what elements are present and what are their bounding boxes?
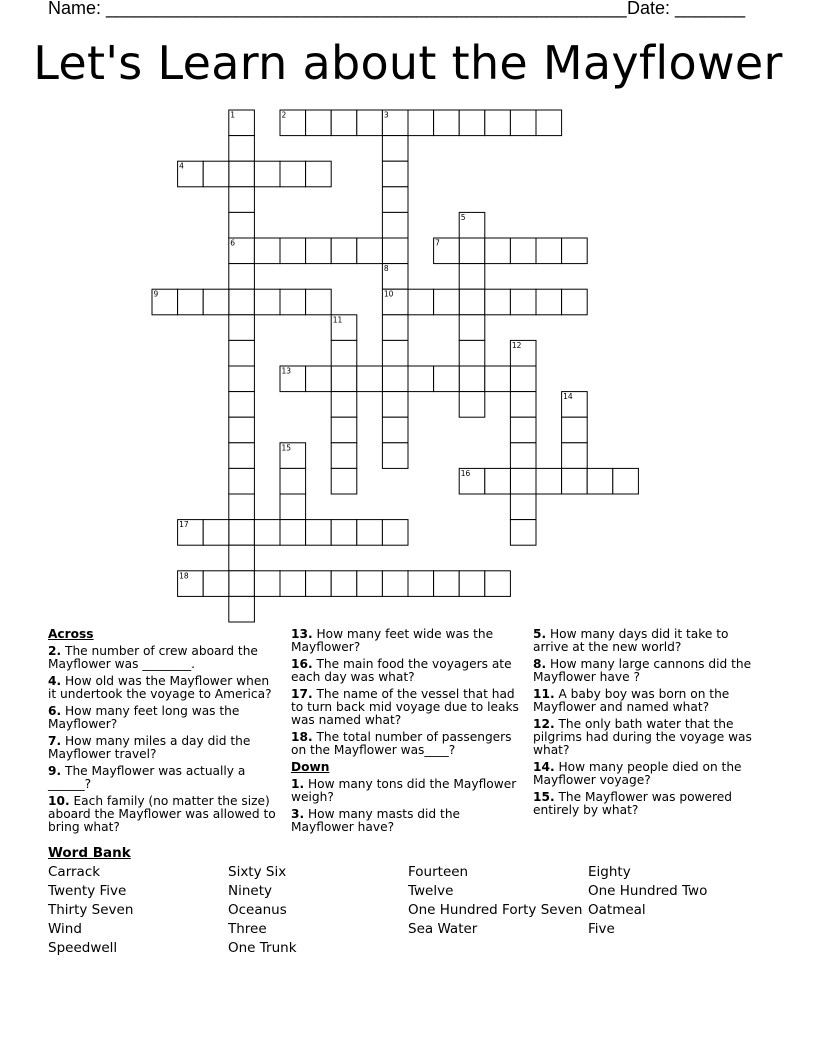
crossword-cell[interactable] <box>229 161 255 187</box>
crossword-cell[interactable] <box>382 238 408 264</box>
clue-across-10: 10. Each family (no matter the size) aboard the Mayflower was allowed to bring what? <box>48 794 276 834</box>
crossword-cell-number: 16 <box>460 468 471 478</box>
crossword-cell[interactable] <box>178 161 204 187</box>
crossword-cell[interactable] <box>382 571 408 597</box>
clue-across-2: 2. The number of crew aboard the Mayflower was ________. <box>48 644 258 671</box>
crossword-cell[interactable] <box>459 366 485 392</box>
word-bank-item: Carrack <box>48 864 101 880</box>
word-bank-column-3 <box>408 863 582 939</box>
crossword-cell[interactable] <box>510 417 536 443</box>
crossword-cell[interactable] <box>485 468 511 494</box>
crossword-cell[interactable] <box>382 315 408 341</box>
crossword-cell-number: 6 <box>230 238 236 248</box>
crossword-cell[interactable] <box>382 187 408 213</box>
crossword-cell[interactable] <box>331 468 357 494</box>
crossword-cell-number: 11 <box>332 315 343 325</box>
crossword-cell[interactable] <box>485 571 511 597</box>
crossword-cell[interactable] <box>229 596 255 622</box>
crossword-cell[interactable] <box>229 340 255 366</box>
crossword-cell[interactable] <box>306 238 332 264</box>
crossword-cell[interactable] <box>382 443 408 469</box>
crossword-cell[interactable] <box>280 238 306 264</box>
crossword-cell[interactable] <box>229 443 255 469</box>
crossword-cell[interactable] <box>459 315 485 341</box>
clue-down-12: 12. The only bath water that the pilgrims had during the voyage was what? <box>533 717 752 757</box>
crossword-cell[interactable] <box>229 264 255 290</box>
crossword-cell[interactable] <box>536 289 562 315</box>
crossword-cell[interactable] <box>510 494 536 520</box>
clue-across-7: 7. How many miles a day did the Mayflower travel? <box>48 734 251 761</box>
crossword-cell[interactable] <box>178 571 204 597</box>
crossword-cell[interactable] <box>229 289 255 315</box>
crossword-cell[interactable] <box>331 366 357 392</box>
crossword-cell[interactable] <box>280 110 306 136</box>
crossword-cell[interactable] <box>562 417 588 443</box>
crossword-cell[interactable] <box>459 571 485 597</box>
crossword-cell[interactable] <box>203 289 229 315</box>
crossword-cell[interactable] <box>382 392 408 418</box>
crossword-cell[interactable] <box>229 392 255 418</box>
crossword-cell[interactable] <box>408 366 434 392</box>
crossword-cell[interactable] <box>459 392 485 418</box>
crossword-cell[interactable] <box>459 110 485 136</box>
crossword-cell-number: 12 <box>511 340 522 350</box>
crossword-cell[interactable] <box>408 110 434 136</box>
crossword-cell[interactable] <box>229 212 255 238</box>
crossword-cell[interactable] <box>562 443 588 469</box>
word-bank-item: Sixty Six <box>228 864 287 880</box>
crossword-cell[interactable] <box>510 520 536 546</box>
clue-across-6: 6. How many feet long was the Mayflower? <box>48 704 240 731</box>
crossword-cell[interactable] <box>331 520 357 546</box>
crossword-cell[interactable] <box>382 136 408 162</box>
crossword-cell[interactable] <box>613 468 639 494</box>
word-bank-item: Thirty Seven <box>48 902 134 918</box>
crossword-cell[interactable] <box>382 110 408 136</box>
crossword-cell[interactable] <box>306 366 332 392</box>
word-bank-item: Oceanus <box>228 902 287 918</box>
crossword-cell[interactable] <box>382 366 408 392</box>
crossword-cell[interactable] <box>459 289 485 315</box>
word-bank-item: One Hundred Two <box>588 883 708 899</box>
word-bank-item: Three <box>228 921 267 937</box>
crossword-cell-number: 1 <box>230 110 236 120</box>
crossword-cell-number: 17 <box>179 520 189 530</box>
crossword-cell[interactable] <box>331 340 357 366</box>
crossword-cell-number: 8 <box>383 264 389 274</box>
clue-across-13: 13. How many feet wide was the Mayflower? <box>291 627 494 654</box>
name-field-label: Name: ____________________________________________________ <box>48 0 627 18</box>
crossword-cell[interactable] <box>485 110 511 136</box>
crossword-cell[interactable] <box>229 187 255 213</box>
word-bank-column-4 <box>588 863 707 939</box>
crossword-cell[interactable] <box>280 366 306 392</box>
crossword-cell[interactable] <box>408 289 434 315</box>
crossword-cell[interactable] <box>459 340 485 366</box>
crossword-cell[interactable] <box>485 366 511 392</box>
crossword-cell[interactable] <box>229 494 255 520</box>
crossword-cell[interactable] <box>229 468 255 494</box>
crossword-cell-number: 9 <box>153 289 159 299</box>
crossword-cell[interactable] <box>562 468 588 494</box>
crossword-cell[interactable] <box>562 392 588 418</box>
crossword-cell[interactable] <box>382 161 408 187</box>
clues-column-3 <box>533 628 765 821</box>
crossword-cell[interactable] <box>306 571 332 597</box>
crossword-cell[interactable] <box>229 520 255 546</box>
crossword-cell-number: 15 <box>281 443 292 453</box>
crossword-cell[interactable] <box>178 520 204 546</box>
crossword-cell[interactable] <box>331 443 357 469</box>
crossword-cell[interactable] <box>510 110 536 136</box>
word-bank-item: Five <box>588 921 615 937</box>
crossword-cell[interactable] <box>382 212 408 238</box>
crossword-cell[interactable] <box>203 520 229 546</box>
crossword-cell-number: 4 <box>179 161 184 171</box>
crossword-cell[interactable] <box>382 264 408 290</box>
crossword-cell[interactable] <box>229 238 255 264</box>
clues-column-2 <box>291 628 523 838</box>
word-bank-item: Twelve <box>408 883 454 899</box>
word-bank-item: Ninety <box>228 883 272 899</box>
crossword-cell[interactable] <box>229 571 255 597</box>
crossword-cell[interactable] <box>331 110 357 136</box>
clues-column-1 <box>48 628 276 838</box>
crossword-cell[interactable] <box>459 212 485 238</box>
date-field-label: Date: _______ <box>627 0 746 18</box>
clue-across-16: 16. The main food the voyagers ate each day was what? <box>291 657 512 684</box>
clue-down-5: 5. How many days did it take to arrive at the new world? <box>533 627 729 654</box>
clue-down-14: 14. How many people died on the Mayflower voyage? <box>533 760 742 787</box>
crossword-cell[interactable] <box>331 238 357 264</box>
word-bank-item: Eighty <box>588 864 631 880</box>
crossword-cell[interactable] <box>382 340 408 366</box>
crossword-cell[interactable] <box>280 289 306 315</box>
crossword-cell[interactable] <box>229 110 255 136</box>
word-bank-heading: Word Bank <box>48 845 131 861</box>
crossword-cell[interactable] <box>357 238 383 264</box>
word-bank-column-1 <box>48 863 133 958</box>
crossword-cell[interactable] <box>434 110 460 136</box>
crossword-cell[interactable] <box>434 571 460 597</box>
clue-across-9: 9. The Mayflower was actually a ______? <box>48 764 246 791</box>
crossword-cell[interactable] <box>587 468 613 494</box>
crossword-cell[interactable] <box>203 161 229 187</box>
clue-across-4: 4. How old was the Mayflower when it undertook the voyage to America? <box>48 674 272 701</box>
clue-down-1: 1. How many tons did the Mayflower weigh? <box>291 777 517 804</box>
crossword-cell[interactable] <box>434 289 460 315</box>
crossword-cell[interactable] <box>229 136 255 162</box>
crossword-cell[interactable] <box>434 366 460 392</box>
down-heading: Down <box>291 760 330 774</box>
crossword-cell[interactable] <box>357 110 383 136</box>
crossword-cell[interactable] <box>357 520 383 546</box>
crossword-cell[interactable] <box>382 417 408 443</box>
clue-down-8: 8. How many large cannons did the Mayflower have ? <box>533 657 752 684</box>
crossword-cell[interactable] <box>280 161 306 187</box>
across-heading: Across <box>48 627 94 641</box>
word-bank-item: Oatmeal <box>588 902 646 918</box>
crossword-cell[interactable] <box>229 417 255 443</box>
crossword-cell[interactable] <box>254 289 280 315</box>
crossword-cell[interactable] <box>510 289 536 315</box>
crossword-cell-number: 18 <box>179 571 189 581</box>
crossword-cell[interactable] <box>280 520 306 546</box>
crossword-cell-number: 14 <box>563 392 573 402</box>
crossword-cell[interactable] <box>331 417 357 443</box>
word-bank-item: One Trunk <box>228 940 297 956</box>
crossword-cell[interactable] <box>331 392 357 418</box>
crossword-cell[interactable] <box>357 571 383 597</box>
crossword-cell[interactable] <box>306 289 332 315</box>
crossword-cell[interactable] <box>306 520 332 546</box>
crossword-cell[interactable] <box>459 238 485 264</box>
word-bank-item: Sea Water <box>408 921 478 937</box>
crossword-cell[interactable] <box>562 238 588 264</box>
crossword-cell[interactable] <box>408 571 434 597</box>
crossword-cell[interactable] <box>357 366 383 392</box>
crossword-cell[interactable] <box>280 468 306 494</box>
crossword-cell[interactable] <box>510 366 536 392</box>
clue-across-18: 18. The total number of passengers on the Mayflower was____? <box>291 730 512 757</box>
crossword-cell-number: 3 <box>383 110 389 120</box>
crossword-cell[interactable] <box>331 571 357 597</box>
crossword-cell[interactable] <box>254 161 280 187</box>
crossword-cell[interactable] <box>229 315 255 341</box>
crossword-cell-number: 5 <box>460 212 466 222</box>
crossword-cell[interactable] <box>459 264 485 290</box>
clue-across-17: 17. The name of the vessel that had to turn back mid voyage due to leaks was named what? <box>291 687 519 727</box>
crossword-cell-number: 2 <box>281 110 287 120</box>
crossword-cell[interactable] <box>254 238 280 264</box>
crossword-cell[interactable] <box>510 340 536 366</box>
crossword-cell[interactable] <box>510 392 536 418</box>
crossword-cell[interactable] <box>254 571 280 597</box>
clue-down-3: 3. How many masts did the Mayflower have? <box>291 807 461 834</box>
crossword-cell-number: 10 <box>383 289 394 299</box>
word-bank-item: Fourteen <box>408 864 469 880</box>
word-bank-item: One Hundred Forty Seven <box>408 902 583 918</box>
crossword-cell-number: 13 <box>281 366 292 376</box>
crossword-cell[interactable] <box>536 238 562 264</box>
word-bank-item: Speedwell <box>48 940 118 956</box>
crossword-cell[interactable] <box>280 443 306 469</box>
crossword-cell[interactable] <box>229 366 255 392</box>
crossword-cell[interactable] <box>485 289 511 315</box>
crossword-cell[interactable] <box>203 571 229 597</box>
crossword-cell[interactable] <box>382 289 408 315</box>
clue-down-11: 11. A baby boy was born on the Mayflower and named what? <box>533 687 730 714</box>
crossword-cell[interactable] <box>280 494 306 520</box>
crossword-cell[interactable] <box>152 289 178 315</box>
crossword-cell[interactable] <box>254 520 280 546</box>
crossword-cell[interactable] <box>510 238 536 264</box>
word-bank-item: Twenty Five <box>48 883 127 899</box>
word-bank-item: Wind <box>48 921 82 937</box>
crossword-cell[interactable] <box>536 110 562 136</box>
crossword-cell[interactable] <box>434 238 460 264</box>
crossword-cell[interactable] <box>485 238 511 264</box>
crossword-cell[interactable] <box>459 468 485 494</box>
page-title: Let's Learn about the Mayflower <box>33 36 783 90</box>
crossword-cell[interactable] <box>306 161 332 187</box>
crossword-cell[interactable] <box>510 443 536 469</box>
clue-down-15: 15. The Mayflower was powered entirely by what? <box>533 790 732 817</box>
crossword-cell[interactable] <box>331 315 357 341</box>
crossword-cell[interactable] <box>510 468 536 494</box>
crossword-cell[interactable] <box>280 571 306 597</box>
crossword-cell[interactable] <box>562 289 588 315</box>
crossword-cell-number: 7 <box>435 238 440 248</box>
crossword-cell[interactable] <box>306 110 332 136</box>
crossword-cell[interactable] <box>536 468 562 494</box>
crossword-cell[interactable] <box>229 545 255 571</box>
word-bank-column-2 <box>228 863 297 958</box>
crossword-cell[interactable] <box>178 289 204 315</box>
crossword-cell[interactable] <box>382 520 408 546</box>
